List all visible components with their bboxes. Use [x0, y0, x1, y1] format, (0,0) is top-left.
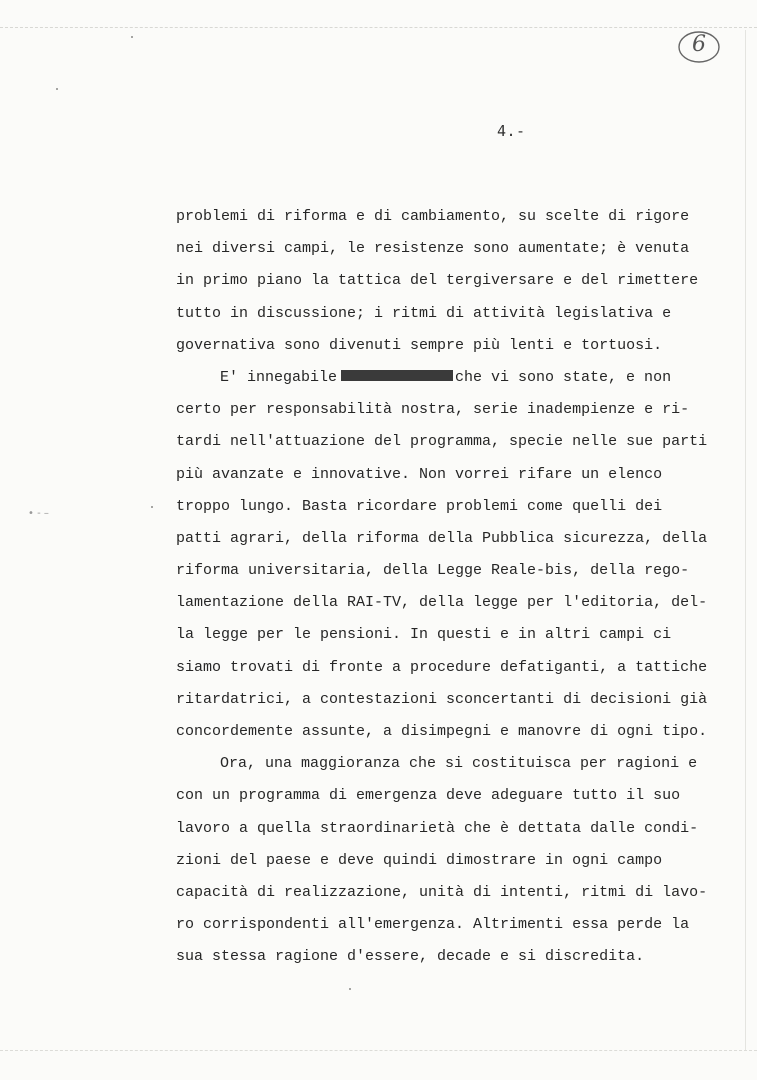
- page-edge-bottom: [0, 1050, 757, 1051]
- text-line: in primo piano la tattica del tergiversare e del rimettere: [176, 272, 699, 290]
- text-line: governativa sono divenuti sempre più lenti e tortuosi.: [176, 336, 663, 354]
- text-line: siamo trovati di fronte a procedure defatiganti, a tattiche: [176, 658, 708, 676]
- text-line: lavoro a quella straordinarietà che è dettata dalle condi-: [176, 819, 699, 837]
- scan-speck: [131, 36, 133, 38]
- text-line: capacità di realizzazione, unità di intenti, ritmi di lavo-: [176, 883, 708, 901]
- margin-mark: • - –: [28, 508, 49, 519]
- page-number: 4.-: [497, 122, 526, 140]
- text-line: nei diversi campi, le resistenze sono aumentate; è venuta: [176, 240, 690, 258]
- text-line: zioni del paese e deve quindi dimostrare in ogni campo: [176, 851, 663, 869]
- folio-number: 6: [692, 32, 706, 57]
- text-line: concordemente assunte, a disimpegni e manovre di ogni tipo.: [176, 723, 708, 740]
- text-line: certo per responsabilità nostra, serie inadempienze e ri-: [176, 401, 690, 419]
- text-line: la legge per le pensioni. In questi e in altri campi ci: [176, 626, 672, 644]
- folio-stamp: [677, 30, 721, 64]
- text-line: tardi nell'attuazione del programma, specie nelle sue parti: [176, 433, 708, 451]
- page-edge-right: [745, 30, 746, 1050]
- text-line: troppo lungo. Basta ricordare problemi come quelli dei: [176, 497, 663, 515]
- text-line: più avanzate e innovative. Non vorrei rifare un elenco: [176, 465, 663, 483]
- text-line: [176, 367, 736, 399]
- text-line: Ora, una maggioranza che si costituisca per ragioni e: [220, 755, 698, 773]
- text-line: problemi di riforma e di cambiamento, su scelte di rigore: [176, 208, 690, 225]
- text-line: ro corrispondenti all'emergenza. Altrimenti essa perde la: [176, 916, 690, 934]
- text-fragment: che vi sono state, e non: [455, 368, 672, 386]
- scan-speck: [56, 88, 58, 90]
- text-line: lamentazione della RAI-TV, della legge per l'editoria, del-: [176, 594, 708, 612]
- text-fragment: E' innegabile: [220, 368, 338, 386]
- text-line: patti agrari, della riforma della Pubblica sicurezza, della: [176, 529, 708, 547]
- scan-speck: [151, 506, 153, 508]
- text-line: riforma universitaria, della Legge Reale-bis, della rego-: [176, 562, 690, 580]
- text-line: tutto in discussione; i ritmi di attività legislativa e: [176, 304, 672, 322]
- text-line: ritardatrici, a contestazioni sconcertanti di decisioni già: [176, 690, 708, 708]
- text-line: sua stessa ragione d'essere, decade e si discredita.: [176, 948, 645, 966]
- page-edge-top: [0, 27, 757, 28]
- redaction-bar: [341, 370, 453, 381]
- scan-speck: [349, 988, 351, 990]
- text-line: con un programma di emergenza deve adeguare tutto il suo: [176, 787, 681, 805]
- body-text: [176, 206, 736, 979]
